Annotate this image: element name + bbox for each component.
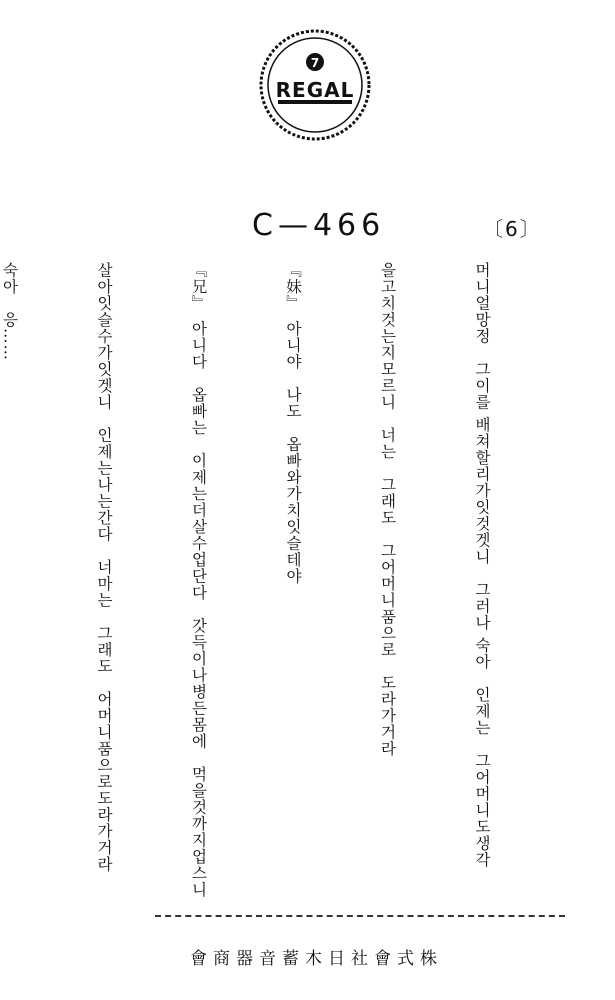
lyric-line: 살아잇슬수가잇겟니 인제는나는간다 너마는 그래도 어머니품으로도라가거라 xyxy=(95,262,113,873)
lyric-line: 『妹』 아니야 나도 옵빠와가치잇슬테야 xyxy=(284,262,302,585)
regal-logo xyxy=(258,28,372,142)
lyric-line: 숙아 응…… xyxy=(0,262,19,361)
publisher-name: 會商器音蓄木日社會式株 xyxy=(190,949,443,969)
footer-divider xyxy=(155,915,565,917)
lyric-line: 을고치것는지모르니 너는 그래도 그어머니품으로 도라가거라 xyxy=(378,262,397,757)
brand-name: REGAL xyxy=(275,78,355,102)
catalog-number: C—466 xyxy=(252,208,386,243)
lyric-line: 『兄』 아니다 옵빠는 이제는더살수업단다 갓득이나병든몸에 먹을것까지업스니 xyxy=(189,262,208,898)
lyric-line: 머니얼망정 그이를 배쳐할리가잇것겟니 그러나 숙아 인제는 그어머니도생각 xyxy=(473,262,491,868)
lyrics-text xyxy=(0,262,560,898)
badge-number: 7 xyxy=(310,56,320,70)
page-number: 〔6〕 xyxy=(483,217,542,241)
